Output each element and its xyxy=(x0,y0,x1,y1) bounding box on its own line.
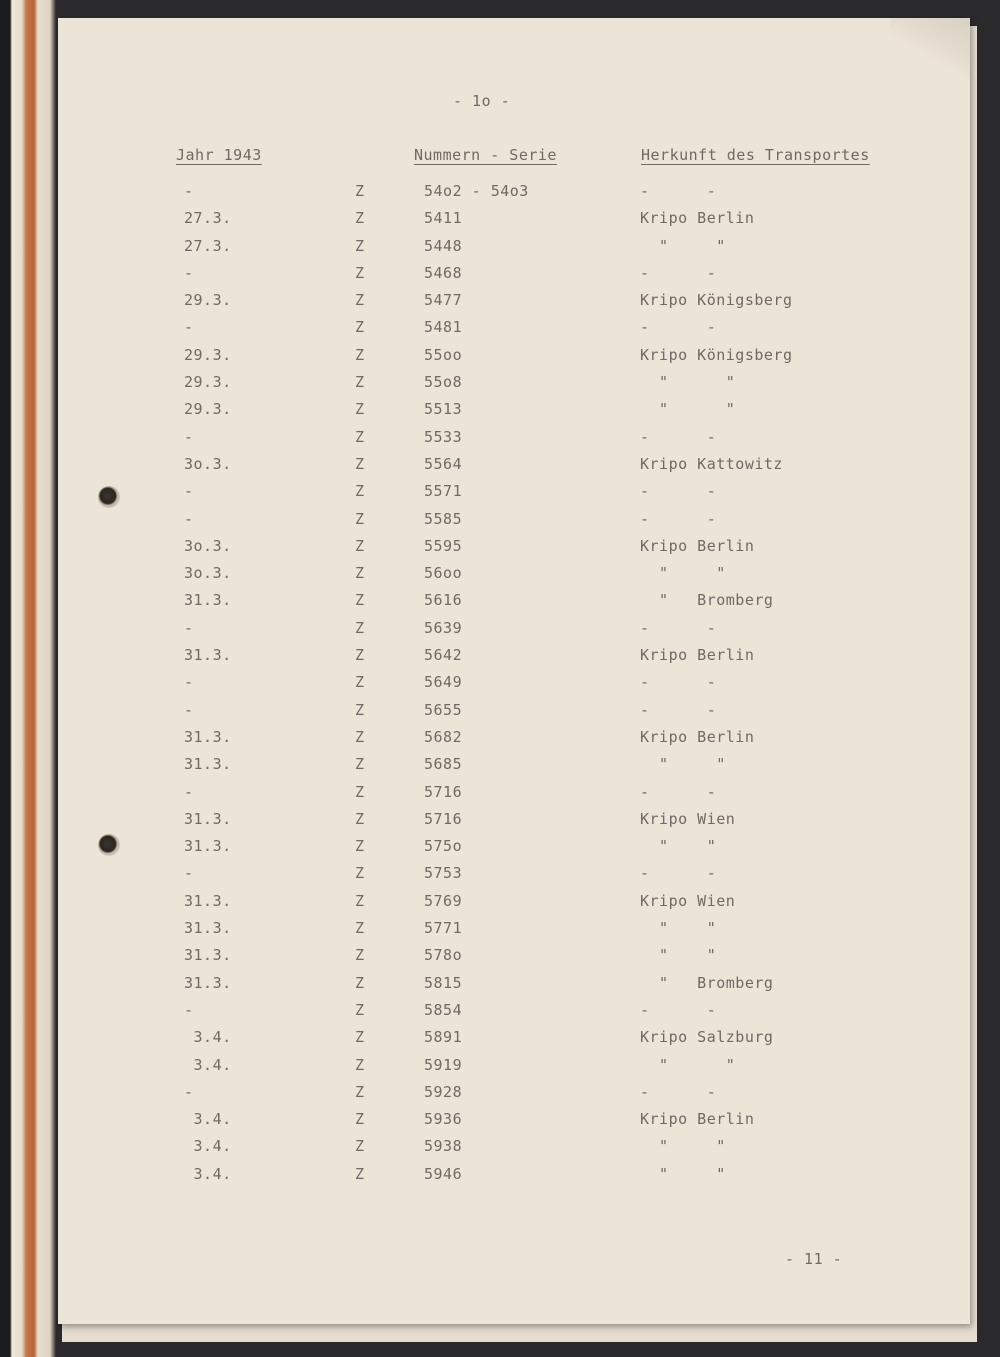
row-date: 3.4. xyxy=(184,1110,232,1129)
table-row xyxy=(58,564,970,591)
row-number: 5919 xyxy=(424,1055,463,1074)
row-number: 5753 xyxy=(424,864,463,883)
row-source: - - xyxy=(640,673,717,692)
row-date: 31.3. xyxy=(184,973,232,992)
table-row xyxy=(58,864,970,891)
row-z: Z xyxy=(355,618,365,637)
row-date: - xyxy=(184,618,194,637)
table-row xyxy=(58,209,970,236)
row-number: 54o2 - 54o3 xyxy=(424,182,529,200)
table-row xyxy=(58,892,970,919)
row-date: 29.3. xyxy=(184,400,232,419)
row-z: Z xyxy=(355,318,365,337)
row-date: 31.3. xyxy=(184,591,232,610)
row-date: 29.3. xyxy=(184,373,232,392)
table-row xyxy=(58,619,970,646)
row-z: Z xyxy=(355,782,365,801)
row-source: " Bromberg xyxy=(640,973,774,992)
table-row xyxy=(58,837,970,864)
row-date: 3o.3. xyxy=(184,564,232,583)
row-date: - xyxy=(184,427,194,446)
row-source: - - xyxy=(640,700,717,719)
row-z: Z xyxy=(355,209,365,228)
row-number: 5891 xyxy=(424,1028,463,1047)
table-row xyxy=(58,1083,970,1110)
row-z: Z xyxy=(355,1000,365,1019)
table-row xyxy=(58,728,970,755)
table-row xyxy=(58,946,970,973)
table-row xyxy=(58,510,970,537)
table-row xyxy=(58,974,970,1001)
row-date: 3o.3. xyxy=(184,454,232,473)
row-number: 5682 xyxy=(424,727,463,746)
row-date: 31.3. xyxy=(184,946,232,965)
row-z: Z xyxy=(355,1082,365,1101)
row-z: Z xyxy=(355,946,365,965)
row-source: Kripo Königsberg xyxy=(640,291,793,310)
row-z: Z xyxy=(355,1055,365,1074)
table-row xyxy=(58,318,970,345)
row-z: Z xyxy=(355,291,365,310)
row-number: 5411 xyxy=(424,209,463,228)
table-row xyxy=(58,373,970,400)
row-number: 5928 xyxy=(424,1082,463,1101)
row-z: Z xyxy=(355,482,365,501)
row-source: Kripo Salzburg xyxy=(640,1028,774,1047)
row-source: - - xyxy=(640,1000,717,1019)
row-date: 3o.3. xyxy=(184,536,232,555)
row-source: - - xyxy=(640,1082,717,1101)
row-number: 5564 xyxy=(424,454,463,473)
row-number: 5616 xyxy=(424,591,463,610)
row-source: - - xyxy=(640,318,717,337)
row-z: Z xyxy=(355,919,365,938)
row-number: 5649 xyxy=(424,673,463,692)
table-row xyxy=(58,1110,970,1137)
row-source: " Bromberg xyxy=(640,591,774,610)
row-z: Z xyxy=(355,373,365,392)
table-row xyxy=(58,919,970,946)
header-jahr: Jahr 1943 xyxy=(176,146,262,164)
row-source: Kripo Berlin xyxy=(640,209,755,228)
row-source: " " xyxy=(640,837,717,856)
row-number: 5936 xyxy=(424,1110,463,1129)
row-number: 5595 xyxy=(424,536,463,555)
row-z: Z xyxy=(355,236,365,255)
row-z: Z xyxy=(355,891,365,910)
row-source: Kripo Berlin xyxy=(640,646,755,665)
document-page xyxy=(58,18,970,1324)
row-date: - xyxy=(184,1082,194,1101)
row-source: Kripo Königsberg xyxy=(640,345,793,364)
header-nummern-serie: Nummern - Serie xyxy=(414,146,557,164)
table-row xyxy=(58,455,970,482)
table-row xyxy=(58,591,970,618)
row-z: Z xyxy=(355,727,365,746)
row-source: - - xyxy=(640,782,717,801)
row-date: - xyxy=(184,864,194,883)
row-date: 29.3. xyxy=(184,345,232,364)
row-source: Kripo Berlin xyxy=(640,727,755,746)
table-row xyxy=(58,400,970,427)
row-date: 3.4. xyxy=(184,1028,232,1047)
row-z: Z xyxy=(355,973,365,992)
row-date: 27.3. xyxy=(184,236,232,255)
row-date: - xyxy=(184,263,194,282)
row-z: Z xyxy=(355,509,365,528)
table-row xyxy=(58,701,970,728)
table-row xyxy=(58,755,970,782)
row-number: 56oo xyxy=(424,564,463,583)
row-date: 3.4. xyxy=(184,1055,232,1074)
row-date: - xyxy=(184,1000,194,1019)
table-row xyxy=(58,291,970,318)
row-date: 31.3. xyxy=(184,646,232,665)
row-number: 5481 xyxy=(424,318,463,337)
row-source: Kripo Berlin xyxy=(640,1110,755,1129)
row-source: " " xyxy=(640,919,717,938)
row-date: - xyxy=(184,509,194,528)
row-number: 5639 xyxy=(424,618,463,637)
row-number: 55oo xyxy=(424,345,463,364)
row-date: - xyxy=(184,673,194,692)
row-z: Z xyxy=(355,1110,365,1129)
row-source: - - xyxy=(640,427,717,446)
row-z: Z xyxy=(355,182,365,200)
row-date: 31.3. xyxy=(184,755,232,774)
row-date: - xyxy=(184,318,194,337)
row-number: 5448 xyxy=(424,236,463,255)
row-date: 27.3. xyxy=(184,209,232,228)
row-source: " " xyxy=(640,373,736,392)
row-z: Z xyxy=(355,646,365,665)
row-source: - - xyxy=(640,618,717,637)
row-number: 5642 xyxy=(424,646,463,665)
row-number: 5477 xyxy=(424,291,463,310)
row-number: 5946 xyxy=(424,1164,463,1183)
row-z: Z xyxy=(355,591,365,610)
row-z: Z xyxy=(355,1164,365,1183)
header-herkunft: Herkunft des Transportes xyxy=(641,146,870,164)
row-z: Z xyxy=(355,263,365,282)
row-number: 578o xyxy=(424,946,463,965)
row-number: 5685 xyxy=(424,755,463,774)
row-date: 3.4. xyxy=(184,1164,232,1183)
row-date: - xyxy=(184,482,194,501)
row-number: 5716 xyxy=(424,809,463,828)
row-date: 31.3. xyxy=(184,809,232,828)
row-number: 5655 xyxy=(424,700,463,719)
row-number: 5854 xyxy=(424,1000,463,1019)
table-row xyxy=(58,346,970,373)
row-source: - - xyxy=(640,482,717,501)
row-z: Z xyxy=(355,454,365,473)
row-source: - - xyxy=(640,864,717,883)
table-row xyxy=(58,264,970,291)
row-source: " " xyxy=(640,236,726,255)
table-row xyxy=(58,646,970,673)
row-number: 55o8 xyxy=(424,373,463,392)
row-source: - - xyxy=(640,263,717,282)
table-row xyxy=(58,428,970,455)
row-number: 5585 xyxy=(424,509,463,528)
row-date: - xyxy=(184,182,194,200)
row-z: Z xyxy=(355,564,365,583)
table-row xyxy=(58,783,970,810)
row-date: 31.3. xyxy=(184,727,232,746)
row-z: Z xyxy=(355,536,365,555)
table-row xyxy=(58,1165,970,1192)
row-z: Z xyxy=(355,400,365,419)
row-date: 31.3. xyxy=(184,837,232,856)
row-z: Z xyxy=(355,700,365,719)
row-z: Z xyxy=(355,427,365,446)
table-row xyxy=(58,810,970,837)
row-date: - xyxy=(184,700,194,719)
row-source: " " xyxy=(640,1137,726,1156)
row-source: " " xyxy=(640,1164,726,1183)
row-z: Z xyxy=(355,345,365,364)
row-z: Z xyxy=(355,809,365,828)
table-row xyxy=(58,1028,970,1055)
row-date: - xyxy=(184,782,194,801)
row-number: 5938 xyxy=(424,1137,463,1156)
row-number: 5716 xyxy=(424,782,463,801)
row-z: Z xyxy=(355,755,365,774)
row-number: 5771 xyxy=(424,919,463,938)
row-number: 5815 xyxy=(424,973,463,992)
row-source: " " xyxy=(640,755,726,774)
table-row xyxy=(58,537,970,564)
row-number: 5571 xyxy=(424,482,463,501)
page-number-bottom: - 11 - xyxy=(785,1250,843,1268)
page-curl xyxy=(890,18,970,78)
row-date: 31.3. xyxy=(184,891,232,910)
row-number: 5769 xyxy=(424,891,463,910)
row-number: 5468 xyxy=(424,263,463,282)
row-z: Z xyxy=(355,864,365,883)
row-number: 5533 xyxy=(424,427,463,446)
row-number: 5513 xyxy=(424,400,463,419)
row-source: - - xyxy=(640,509,717,528)
row-z: Z xyxy=(355,673,365,692)
row-source: " " xyxy=(640,400,736,419)
row-date: 31.3. xyxy=(184,919,232,938)
record-list xyxy=(58,182,970,1192)
row-source: Kripo Wien xyxy=(640,891,736,910)
table-row xyxy=(58,237,970,264)
table-row xyxy=(58,182,970,209)
row-number: 575o xyxy=(424,837,463,856)
page-number-top: - 1o - xyxy=(453,92,511,110)
table-row xyxy=(58,482,970,509)
binder-edge xyxy=(0,0,60,1357)
table-row xyxy=(58,1056,970,1083)
row-z: Z xyxy=(355,1028,365,1047)
row-z: Z xyxy=(355,1137,365,1156)
row-z: Z xyxy=(355,837,365,856)
row-source: " " xyxy=(640,946,717,965)
table-row xyxy=(58,1001,970,1028)
table-row xyxy=(58,673,970,700)
row-source: Kripo Berlin xyxy=(640,536,755,555)
row-date: 3.4. xyxy=(184,1137,232,1156)
row-source: Kripo Wien xyxy=(640,809,736,828)
row-source: Kripo Kattowitz xyxy=(640,454,783,473)
row-source: " " xyxy=(640,564,726,583)
row-date: 29.3. xyxy=(184,291,232,310)
row-source: - - xyxy=(640,182,717,200)
row-source: " " xyxy=(640,1055,736,1074)
table-row xyxy=(58,1137,970,1164)
